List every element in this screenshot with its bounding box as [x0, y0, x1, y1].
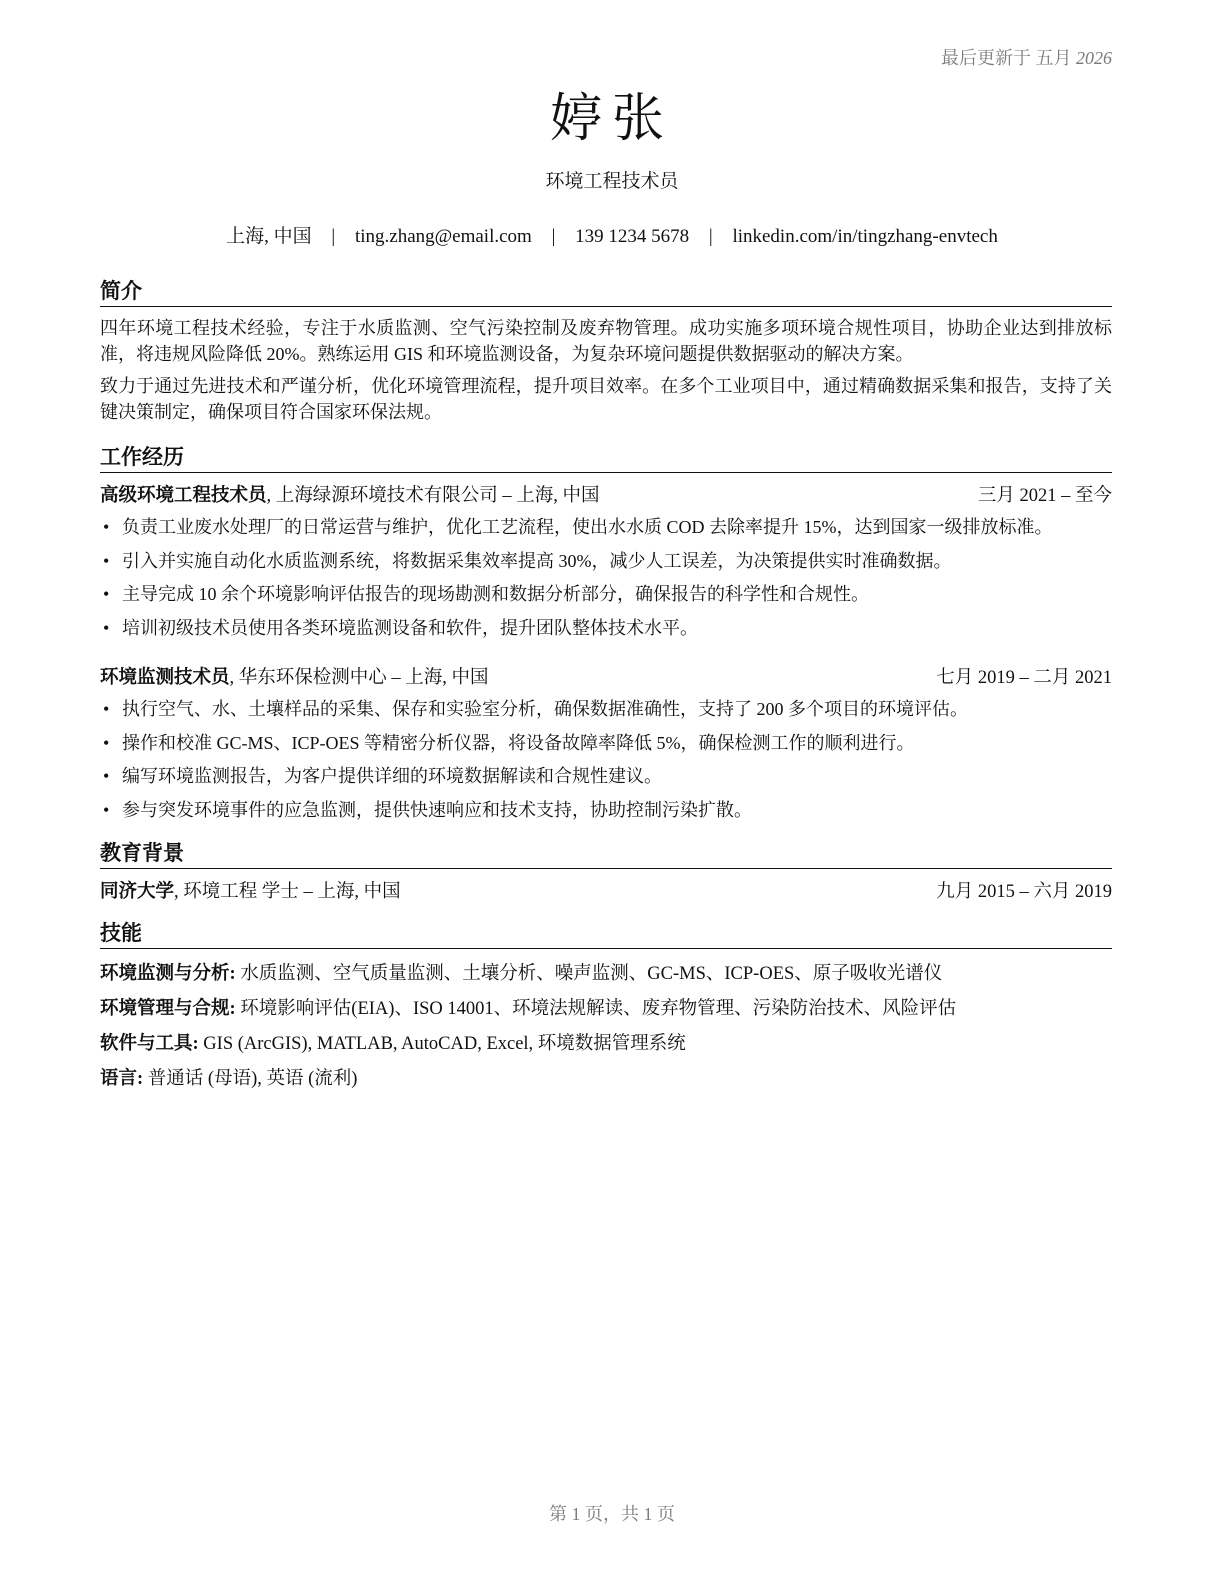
contact-separator: | — [331, 226, 336, 247]
job-header — [100, 481, 1112, 511]
skill-value: 水质监测、空气质量监测、土壤分析、噪声监测、GC-MS、ICP-OES、原子吸收光谱仪 — [235, 964, 943, 984]
bullet-item — [100, 578, 1112, 612]
bullet-dot: • — [103, 550, 110, 571]
job-title: 环境监测技术员 — [100, 668, 230, 688]
contact-separator: | — [708, 226, 713, 247]
bullet-text: 参与突发环境事件的应急监测，提供快速响应和技术支持，协助控制污染扩散。 — [122, 799, 752, 820]
job-org: , 上海绿源环境技术有限公司 – 上海, 中国 — [266, 486, 600, 506]
bullet-dot: • — [103, 517, 110, 537]
skill-value: 环境影响评估(EIA)、ISO 14001、环境法规解读、废弃物管理、污染防治技术、风险评估 — [235, 999, 957, 1019]
skill-row — [100, 992, 1112, 1027]
candidate-headline: 环境工程技术员 — [545, 171, 679, 192]
section-header-experience: 工作经历 — [100, 443, 1112, 473]
bullet-text: 主导完成 10 余个环境影响评估报告的现场勘测和数据分析部分，确保报告的科学性和合规性。 — [122, 584, 869, 604]
bullet-dot: • — [103, 732, 110, 753]
education-dates: 九月 2015 – 六月 2019 — [936, 882, 1112, 902]
bullet-dot: • — [103, 799, 110, 820]
job-bullets — [100, 693, 1112, 827]
bullet-item — [100, 794, 1112, 828]
last-updated-year: 2026 — [1076, 48, 1112, 68]
bullet-text: 编写环境监测报告，为客户提供详细的环境数据解读和合规性建议。 — [122, 766, 662, 786]
skill-row — [100, 957, 1112, 992]
section-header-skills: 技能 — [100, 919, 1112, 949]
skill-label: 环境监测与分析: — [100, 964, 236, 984]
summary-paragraph: 致力于通过先进技术和严谨分析，优化环境管理流程，提升项目效率。在多个工业项目中，通过精确数据采集和报告，支持了关键决策制定，确保项目符合国家环保法规。 — [100, 376, 1112, 422]
school-name: 同济大学 — [100, 882, 175, 902]
section-header-education: 教育背景 — [100, 839, 1112, 869]
section-header-summary: 简介 — [100, 277, 1112, 307]
bullet-item — [100, 511, 1112, 545]
job-org: , 华东环保检测中心 – 上海, 中国 — [229, 668, 489, 688]
skill-row — [100, 1062, 1112, 1097]
degree-detail: , 环境工程 学士 – 上海, 中国 — [174, 882, 401, 902]
bullet-dot: • — [103, 584, 110, 604]
job-title: 高级环境工程技术员 — [100, 486, 267, 506]
bullet-item — [100, 760, 1112, 794]
bullet-item — [100, 693, 1112, 727]
contact-phone: 139 1234 5678 — [575, 226, 690, 247]
job-title-line — [100, 481, 600, 511]
skill-row — [100, 1027, 1112, 1062]
bullet-item — [100, 545, 1112, 579]
resume-body — [100, 277, 1112, 1097]
education-entry — [100, 877, 1112, 907]
last-updated-prefix: 最后更新于 五月 — [941, 48, 1072, 68]
skill-label: 环境管理与合规: — [100, 999, 236, 1019]
contact-line — [0, 222, 1224, 252]
bullet-text: 培训初级技术员使用各类环境监测设备和软件，提升团队整体技术水平。 — [122, 617, 698, 638]
bullet-dot: • — [103, 617, 110, 638]
bullet-item — [100, 612, 1112, 646]
job-entry — [100, 663, 1112, 827]
job-dates: 三月 2021 – 至今 — [977, 486, 1112, 506]
candidate-name: 婷张 — [549, 91, 674, 148]
bullet-text: 负责工业废水处理厂的日常运营与维护，优化工艺流程，使出水水质 COD 去除率提升 15%，达到国家一级排放标准。 — [122, 517, 1053, 537]
summary-paragraph: 四年环境工程技术经验，专注于水质监测、空气污染控制及废弃物管理。成功实施多项环境合规性项目，协助企业达到排放标准，将违规风险降低 20%。熟练运用 GIS 和环境监测设备，为复杂环境问题提供数据驱动的解决方案。 — [100, 318, 1112, 364]
contact-email[interactable]: ting.zhang@email.com — [354, 226, 532, 247]
page-footer: 第 1 页，共 1 页 — [549, 1504, 675, 1524]
bullet-text: 引入并实施自动化水质监测系统，将数据采集效率提高 30%，减少人工误差，为决策提供实时准确数据。 — [122, 550, 952, 571]
bullet-text: 操作和校准 GC-MS、ICP-OES 等精密分析仪器，将设备故障率降低 5%，确保检测工作的顺利进行。 — [122, 732, 915, 753]
bullet-dot: • — [103, 699, 110, 719]
job-title-line — [100, 663, 489, 693]
job-entry — [100, 481, 1112, 645]
contact-linkedin[interactable]: linkedin.com/in/tingzhang-envtech — [732, 226, 998, 247]
education-line — [100, 877, 401, 907]
bullet-dot: • — [103, 766, 110, 786]
skill-value: GIS (ArcGIS), MATLAB, AutoCAD, Excel, 环境数据管理系统 — [198, 1034, 686, 1054]
job-bullets — [100, 511, 1112, 645]
skill-label: 软件与工具: — [100, 1034, 199, 1054]
skill-label: 语言: — [100, 1069, 144, 1089]
contact-separator: | — [551, 226, 556, 247]
contact-location: 上海, 中国 — [226, 226, 312, 247]
bullet-item — [100, 727, 1112, 761]
bullet-text: 执行空气、水、土壤样品的采集、保存和实验室分析，确保数据准确性，支持了 200 多个项目的环境评估。 — [122, 699, 968, 719]
last-updated — [941, 44, 1112, 70]
skill-value: 普通话 (母语), 英语 (流利) — [143, 1069, 358, 1089]
job-header — [100, 663, 1112, 693]
job-dates: 七月 2019 – 二月 2021 — [936, 668, 1112, 688]
